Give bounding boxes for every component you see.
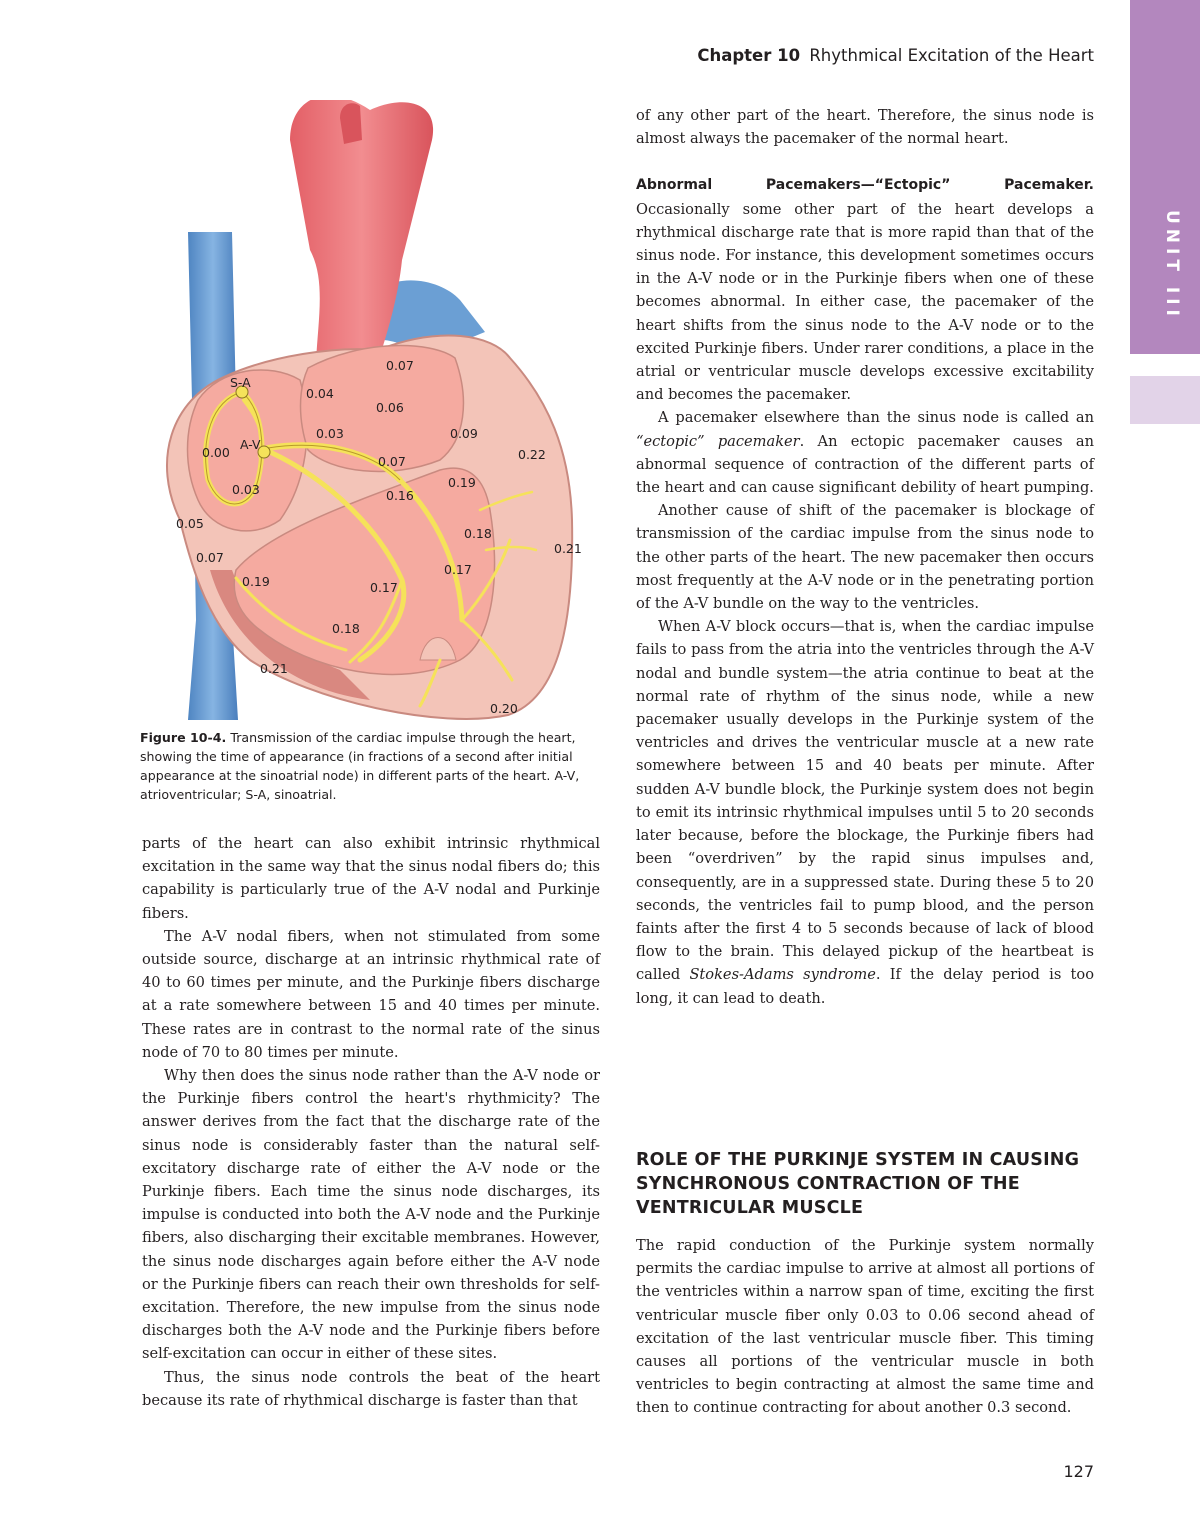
label-t017a: 0.17 <box>370 580 398 595</box>
block-pre: When A-V block occurs—that is, when the cardiac impulse fails to pass from the atria into the ventricles through the A-V nodal and bundle system—the atria continue to beat at the normal rate of rhythm of the sinus node, while a new pacemaker usually develops in the Purkinje system of the ventricles and drives the ventricular muscle at a new rate somewhere between 15 and 40 beats per minute. After sudden A-V bundle block, the Purkinje system does not begin to emit its intrinsic rhythmical impulses until 5 to 20 seconds later because, before the blockage, the Purkinje fibers had been “overdriven” by the rapid sinus impulses and, consequently, are in a suppressed state. During these 5 to 20 seconds, the ventricles fail to pump blood, and the person faints after the first 4 to 5 seconds because of lack of blood flow to the brain. This delayed pickup of the heartbeat is called <box>636 618 1094 984</box>
label-t007b: 0.07 <box>378 454 406 469</box>
label-t018a: 0.18 <box>464 526 492 541</box>
unit-tab-label: UNIT III <box>1162 210 1182 321</box>
label-t003a: 0.03 <box>232 482 260 497</box>
page-number: 127 <box>1063 1462 1094 1481</box>
label-av: A-V <box>240 437 261 452</box>
block-post: . If the delay period is too long, it can lead to death. <box>636 966 1094 1007</box>
label-t020: 0.20 <box>490 701 518 716</box>
right-column-lower <box>636 1234 1094 1420</box>
ectopic-term: “ectopic” pacemaker <box>636 432 800 450</box>
body-paragraph: Thus, the sinus node controls the beat of the heart because its rate of rhythmical discharge is faster than that <box>142 1368 600 1409</box>
caption-label: Figure 10-4. <box>140 730 227 745</box>
block-term: Stokes-Adams syndrome <box>689 966 876 984</box>
runin-text: Occasionally some other part of the heart develops a rhythmical discharge rate that is more rapid than that of the sinus node. For instance, this development sometimes occurs in the A-V node or in the Purkinje fibers when one of these becomes abnormal. In either case, the pacemaker of the heart shifts from the sinus node to the A-V node or to the excited Purkinje fibers. Under rarer conditions, a place in the atrial or ventricular muscle develops excessive excitability and becomes the pacemaker. <box>636 200 1094 404</box>
body-paragraph: Why then does the sinus node rather than the A-V node or the Purkinje fibers control the heart's rhythmicity? The answer derives from the fact that the discharge rate of the sinus node is considerably faster than the natural self-excitatory discharge rate of either the A-V node or the Purkinje fibers. Each time the sinus node discharges, its impulse is conducted into both the A-V node and the Purkinje fibers, also discharging their excitable membranes. However, the sinus node discharges again before either the A-V node or the Purkinje fibers can reach their own thresholds for self-excitation. Therefore, the new impulse from the sinus node discharges both the A-V node and the Purkinje fibers before self-excitation can occur in either of these sites. <box>142 1067 600 1363</box>
caption-text: Transmission of the cardiac impulse through the heart, showing the time of appearance (in fractions of a second after initial appearance at the sinoatrial node) in different parts of the heart. A-V, atrioventricular; S-A, sinoatrial. <box>140 730 580 802</box>
label-t007c: 0.07 <box>196 550 224 565</box>
label-t003b: 0.03 <box>316 426 344 441</box>
label-t018b: 0.18 <box>332 621 360 636</box>
label-t016: 0.16 <box>386 488 414 503</box>
label-t009: 0.09 <box>450 426 478 441</box>
body-paragraph <box>636 615 1094 1009</box>
label-t005: 0.05 <box>176 516 204 531</box>
unit-tab-lower <box>1130 376 1200 424</box>
label-t007a: 0.07 <box>386 358 414 373</box>
body-paragraph: Another cause of shift of the pacemaker is blockage of transmission of the cardiac impulse from the sinus node to the other parts of the heart. The new pacemaker then occurs most frequently at the A-V node or in the penetrating portion of the A-V bundle on the way to the ventricles. <box>636 502 1094 613</box>
label-t006: 0.06 <box>376 400 404 415</box>
heart-illustration <box>140 100 610 720</box>
body-paragraph: parts of the heart can also exhibit intrinsic rhythmical excitation in the same way that the sinus nodal fibers do; this capability is particularly true of the A-V nodal and Purkinje fibers. <box>142 835 600 922</box>
right-column <box>636 104 1094 1010</box>
chapter-number: Chapter 10 <box>697 46 801 65</box>
label-t004: 0.04 <box>306 386 334 401</box>
ectopic-post: . An ectopic pacemaker causes an abnormal sequence of contraction of the different parts of the heart and can cause significant debility of heart pumping. <box>636 432 1094 497</box>
body-paragraph: of any other part of the heart. Therefore, the sinus node is almost always the pacemaker of the normal heart. <box>636 107 1094 148</box>
label-t021a: 0.21 <box>260 661 288 676</box>
chapter-title: Rhythmical Excitation of the Heart <box>809 46 1094 65</box>
section-heading: ROLE OF THE PURKINJE SYSTEM IN CAUSING SYNCHRONOUS CONTRACTION OF THE VENTRICULAR MUSCLE <box>636 1150 1080 1218</box>
label-t021b: 0.21 <box>554 541 582 556</box>
figure-caption <box>140 728 602 804</box>
label-t022: 0.22 <box>518 447 546 462</box>
label-t019a: 0.19 <box>448 475 476 490</box>
aorta-branch <box>340 103 362 144</box>
body-paragraph: The rapid conduction of the Purkinje system normally permits the cardiac impulse to arrive at almost all portions of the ventricles within a narrow span of time, exciting the first ventricular muscle fiber only 0.03 to 0.06 second ahead of excitation of the last ventricular muscle fiber. This timing causes all portions of the ventricular muscle in both ventricles to begin contracting at almost the same time and then to continue contracting for about another 0.3 second. <box>636 1237 1094 1417</box>
label-t019b: 0.19 <box>242 574 270 589</box>
ectopic-pre: A pacemaker elsewhere than the sinus node is called an <box>658 409 1094 427</box>
runin-paragraph <box>636 173 1094 406</box>
body-paragraph: The A-V nodal fibers, when not stimulated from some outside source, discharge at an intrinsic rhythmical rate of 40 to 60 times per minute, and the Purkinje fibers discharge at a rate somewhere between 15 and 40 times per minute. These rates are in contrast to the normal rate of the sinus node of 70 to 80 times per minute. <box>142 927 600 1061</box>
body-paragraph <box>636 406 1094 499</box>
running-head <box>560 46 1094 65</box>
heart-conduction-figure <box>140 100 610 720</box>
label-t017b: 0.17 <box>444 562 472 577</box>
runin-heading: Abnormal Pacemakers—“Ectopic” Pacemaker. <box>636 177 1094 194</box>
label-t000: 0.00 <box>202 445 230 460</box>
left-column <box>142 832 600 1412</box>
unit-tab <box>1130 0 1200 354</box>
label-sa: S-A <box>230 375 251 390</box>
